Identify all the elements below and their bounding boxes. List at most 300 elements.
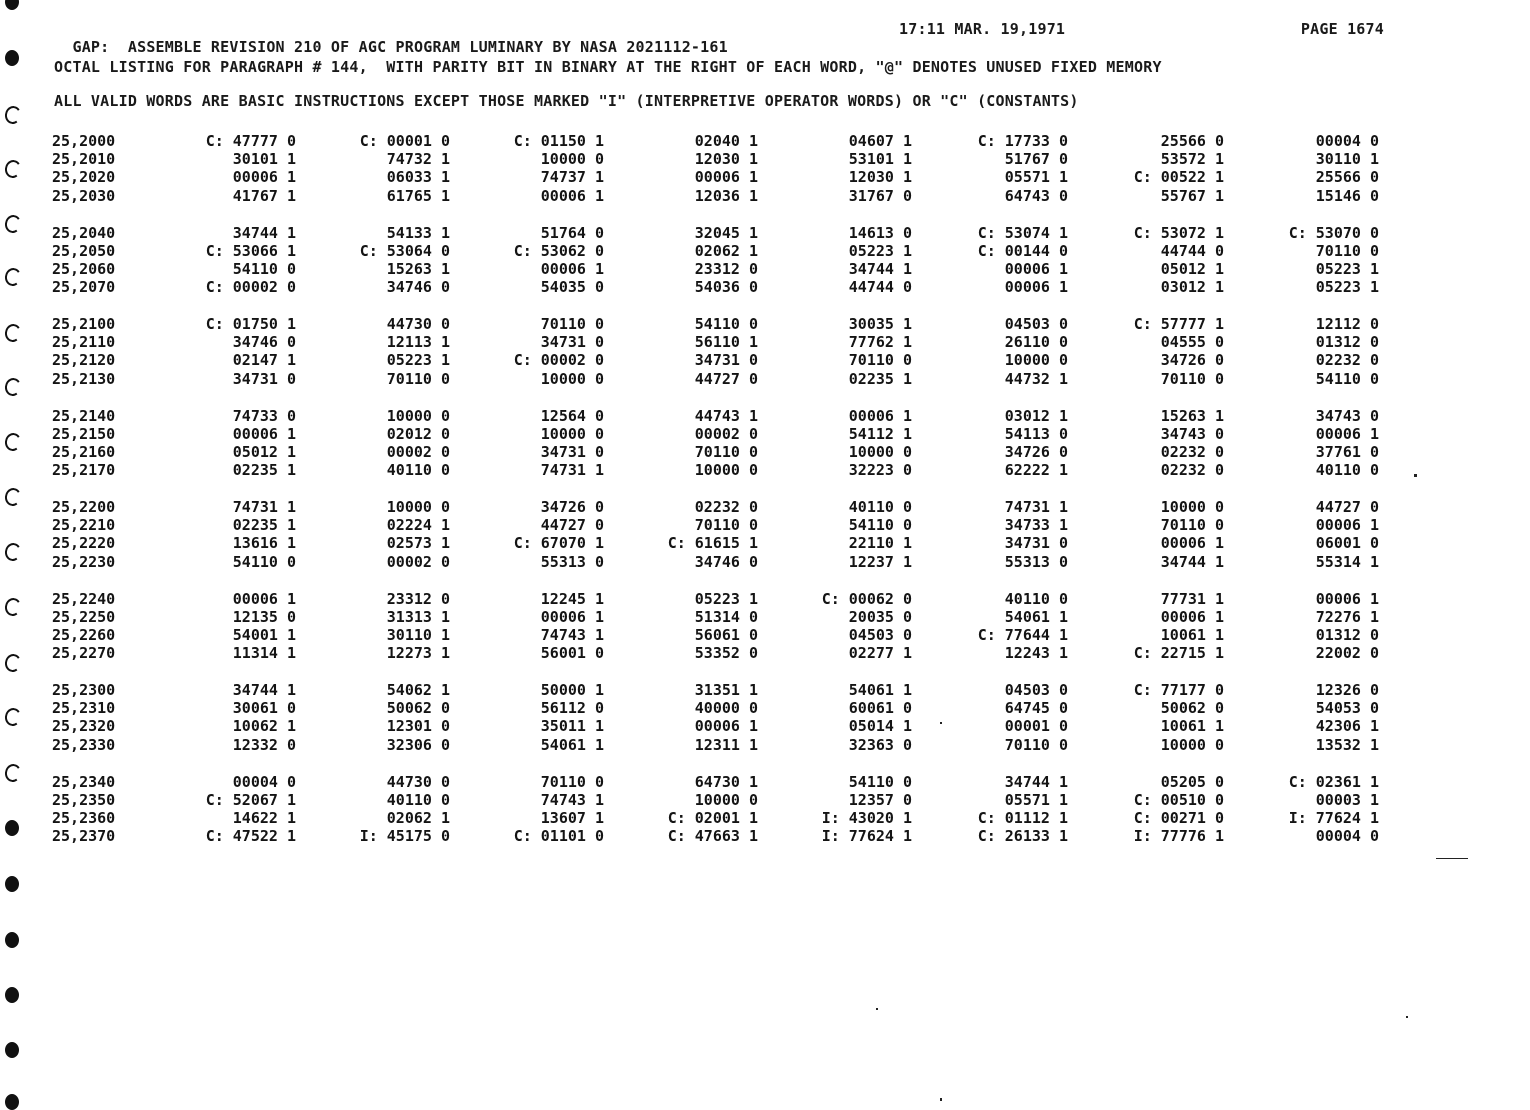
row-address: 25,2030 — [52, 186, 116, 205]
row-address: 25,2350 — [52, 790, 116, 809]
listing-row — [0, 553, 1530, 571]
octal-word: 34731 0 — [694, 351, 758, 370]
octal-word: 74731 1 — [232, 498, 296, 516]
row-address: 25,2130 — [52, 369, 116, 388]
listing-row — [0, 644, 1530, 662]
octal-word: 32363 0 — [848, 735, 912, 754]
octal-word: 02573 1 — [386, 534, 450, 553]
octal-word: 10000 0 — [540, 424, 604, 443]
octal-word: 00006 1 — [232, 168, 296, 187]
octal-word: 77731 1 — [1160, 589, 1224, 608]
octal-word: 00004 0 — [232, 772, 296, 791]
octal-word: 10000 0 — [694, 790, 758, 809]
octal-word: 12311 1 — [694, 735, 758, 754]
octal-word: 00002 0 — [386, 552, 450, 571]
octal-word: 44727 0 — [540, 516, 604, 535]
octal-word: C: 77177 0 — [1133, 681, 1224, 699]
octal-word: 02235 1 — [232, 516, 296, 535]
row-address: 25,2070 — [52, 278, 116, 297]
octal-word: 34731 0 — [232, 369, 296, 388]
row-address: 25,2240 — [52, 589, 116, 608]
octal-word: 12273 1 — [386, 644, 450, 663]
octal-word: 55767 1 — [1160, 186, 1224, 205]
octal-word: 70110 0 — [386, 369, 450, 388]
octal-word: 00002 0 — [386, 442, 450, 461]
octal-word: 64743 0 — [1004, 186, 1068, 205]
octal-word: C: 67070 1 — [513, 534, 604, 553]
row-address: 25,2160 — [52, 442, 116, 461]
octal-word: 54133 1 — [386, 223, 450, 242]
octal-word: 44744 0 — [1160, 241, 1224, 260]
octal-word: 22002 0 — [1315, 644, 1379, 663]
octal-word: 54112 1 — [848, 424, 912, 443]
octal-word: 12357 0 — [848, 790, 912, 809]
octal-word: 31313 1 — [386, 607, 450, 626]
octal-word: 55313 0 — [1004, 552, 1068, 571]
octal-word: C: 53072 1 — [1133, 223, 1224, 242]
octal-word: 34733 1 — [1004, 516, 1068, 535]
octal-word: 50000 1 — [540, 681, 604, 699]
octal-word: I: 77776 1 — [1133, 827, 1224, 846]
octal-word: 13607 1 — [540, 808, 604, 827]
row-address: 25,2060 — [52, 259, 116, 278]
octal-word: 12113 1 — [386, 333, 450, 352]
octal-word: 00006 1 — [1315, 516, 1379, 535]
listing-row — [0, 590, 1530, 608]
octal-word: 00006 1 — [1315, 589, 1379, 608]
row-address: 25,2110 — [52, 333, 116, 352]
octal-word: 34731 0 — [1004, 534, 1068, 553]
row-address: 25,2140 — [52, 406, 116, 425]
octal-word: C: 22715 1 — [1133, 644, 1224, 663]
octal-word: 34726 0 — [1160, 351, 1224, 370]
octal-word: 05014 1 — [848, 717, 912, 736]
octal-word: 60061 0 — [848, 699, 912, 718]
octal-word: 53101 1 — [848, 150, 912, 169]
octal-word: 44730 0 — [386, 772, 450, 791]
listing-row — [0, 224, 1530, 242]
octal-word: I: 45175 0 — [359, 827, 450, 846]
listing-row — [0, 809, 1530, 827]
octal-word: 44727 0 — [1315, 498, 1379, 516]
octal-word: 15146 0 — [1315, 186, 1379, 205]
octal-word: 54110 0 — [848, 516, 912, 535]
octal-word: 02235 1 — [232, 461, 296, 480]
octal-word: 30110 1 — [386, 625, 450, 644]
octal-word: 00006 1 — [848, 406, 912, 425]
octal-word: C: 17733 0 — [977, 132, 1068, 150]
octal-word: 54061 1 — [1004, 607, 1068, 626]
octal-word: 34746 0 — [386, 278, 450, 297]
row-address: 25,2320 — [52, 717, 116, 736]
octal-word: 04607 1 — [848, 132, 912, 150]
listing-row — [0, 443, 1530, 461]
octal-word: 74731 1 — [1004, 498, 1068, 516]
octal-word: 42306 1 — [1315, 717, 1379, 736]
listing-row — [0, 351, 1530, 369]
octal-word: 34746 0 — [694, 552, 758, 571]
octal-word: 03012 1 — [1004, 406, 1068, 425]
octal-word: 00006 1 — [232, 424, 296, 443]
octal-word: 34746 0 — [232, 333, 296, 352]
octal-word: 74737 1 — [540, 168, 604, 187]
octal-word: 04503 0 — [1004, 681, 1068, 699]
octal-word: 02232 0 — [1160, 442, 1224, 461]
octal-word: 56061 0 — [694, 625, 758, 644]
octal-word: 00006 1 — [694, 168, 758, 187]
octal-word: 01312 0 — [1315, 333, 1379, 352]
octal-word: 25566 0 — [1160, 132, 1224, 150]
octal-word: 41767 1 — [232, 186, 296, 205]
row-address: 25,2150 — [52, 424, 116, 443]
octal-word: 74743 1 — [540, 625, 604, 644]
octal-word: 54061 1 — [540, 735, 604, 754]
listing-row — [0, 534, 1530, 552]
octal-word: 74731 1 — [540, 461, 604, 480]
octal-word: 05205 0 — [1160, 772, 1224, 791]
octal-word: 74733 0 — [232, 406, 296, 425]
octal-word: 05223 1 — [386, 351, 450, 370]
octal-word: 10000 0 — [848, 442, 912, 461]
octal-word: 54110 0 — [848, 772, 912, 791]
listing-row — [0, 626, 1530, 644]
octal-word: 51314 0 — [694, 607, 758, 626]
octal-word: 51764 0 — [540, 223, 604, 242]
octal-word: 23312 0 — [694, 259, 758, 278]
octal-word: 54053 0 — [1315, 699, 1379, 718]
octal-word: 54110 0 — [694, 315, 758, 333]
octal-word: C: 52067 1 — [205, 790, 296, 809]
octal-word: 74743 1 — [540, 790, 604, 809]
octal-word: 23312 0 — [386, 589, 450, 608]
octal-word: 02232 0 — [694, 498, 758, 516]
octal-word: 44727 0 — [694, 369, 758, 388]
octal-word: 74732 1 — [386, 150, 450, 169]
header-page-number: PAGE 1674 — [1300, 20, 1384, 38]
octal-word: 70110 0 — [1315, 241, 1379, 260]
octal-word: 05571 1 — [1004, 168, 1068, 187]
octal-word: 30061 0 — [232, 699, 296, 718]
octal-word: 32045 1 — [694, 223, 758, 242]
octal-word: 10061 1 — [1160, 625, 1224, 644]
octal-word: 70110 0 — [540, 315, 604, 333]
octal-word: C: 01750 1 — [205, 315, 296, 333]
octal-word: 54001 1 — [232, 625, 296, 644]
octal-word: 05223 1 — [848, 241, 912, 260]
listing-row — [0, 168, 1530, 186]
octal-word: 55314 1 — [1315, 552, 1379, 571]
header-timestamp: 17:11 MAR. 19,1971 — [899, 20, 1066, 38]
octal-word: 10000 0 — [540, 150, 604, 169]
octal-word: 31351 1 — [694, 681, 758, 699]
octal-word: 02040 1 — [694, 132, 758, 150]
listing-row — [0, 407, 1530, 425]
octal-word: 34743 0 — [1315, 406, 1379, 425]
octal-word: 32306 0 — [386, 735, 450, 754]
row-address: 25,2270 — [52, 644, 116, 663]
listing-row — [0, 681, 1530, 699]
octal-word: 00006 1 — [1160, 607, 1224, 626]
octal-word: 05571 1 — [1004, 790, 1068, 809]
octal-word: 54062 1 — [386, 681, 450, 699]
octal-word: 44744 0 — [848, 278, 912, 297]
octal-word: 12326 0 — [1315, 681, 1379, 699]
octal-word: 34744 1 — [848, 259, 912, 278]
octal-word: C: 61615 1 — [667, 534, 758, 553]
octal-word: 04555 0 — [1160, 333, 1224, 352]
octal-word: C: 77644 1 — [977, 625, 1068, 644]
octal-word: 72276 1 — [1315, 607, 1379, 626]
octal-word: 15263 1 — [1160, 406, 1224, 425]
octal-word: 02062 1 — [694, 241, 758, 260]
octal-word: 50062 0 — [1160, 699, 1224, 718]
octal-word: 05012 1 — [232, 442, 296, 461]
row-address: 25,2220 — [52, 534, 116, 553]
octal-word: 70110 0 — [1160, 369, 1224, 388]
row-address: 25,2120 — [52, 351, 116, 370]
listing-row — [0, 333, 1530, 351]
octal-word: 15263 1 — [386, 259, 450, 278]
octal-word: 54110 0 — [232, 259, 296, 278]
octal-word: 14613 0 — [848, 223, 912, 242]
octal-word: 70110 0 — [848, 351, 912, 370]
octal-word: 12135 0 — [232, 607, 296, 626]
octal-word: C: 02001 1 — [667, 808, 758, 827]
listing-row — [0, 315, 1530, 333]
octal-word: 00006 1 — [1004, 278, 1068, 297]
listing-row — [0, 150, 1530, 168]
octal-word: 35011 1 — [540, 717, 604, 736]
octal-word: 40110 0 — [386, 790, 450, 809]
octal-word: 40110 0 — [1315, 461, 1379, 480]
octal-word: 50062 0 — [386, 699, 450, 718]
header-line-2: OCTAL LISTING FOR PARAGRAPH # 144, WITH PARITY BIT IN BINARY AT THE RIGHT OF EACH WORD, "@" DENOTES UNUSED FIXED MEMORY — [54, 58, 1162, 76]
listing-row — [0, 461, 1530, 479]
listing-row — [0, 187, 1530, 205]
octal-word: 02232 0 — [1315, 351, 1379, 370]
row-address: 25,2370 — [52, 827, 116, 846]
row-address: 25,2170 — [52, 461, 116, 480]
octal-word: 02235 1 — [848, 369, 912, 388]
header-line-3: ALL VALID WORDS ARE BASIC INSTRUCTIONS EXCEPT THOSE MARKED "I" (INTERPRETIVE OPERATOR WORDS) OR "C" (CONSTANTS) — [54, 92, 1079, 110]
octal-word: 44732 1 — [1004, 369, 1068, 388]
octal-word: C: 53064 0 — [359, 241, 450, 260]
octal-word: 10061 1 — [1160, 717, 1224, 736]
octal-word: 34744 1 — [232, 681, 296, 699]
octal-word: I: 43020 1 — [821, 808, 912, 827]
octal-word: 00006 1 — [540, 259, 604, 278]
octal-word: 10000 0 — [540, 369, 604, 388]
octal-word: 12243 1 — [1004, 644, 1068, 663]
octal-word: 00004 0 — [1315, 132, 1379, 150]
octal-word: 53572 1 — [1160, 150, 1224, 169]
octal-word: C: 47777 0 — [205, 132, 296, 150]
octal-word: 10000 0 — [1004, 351, 1068, 370]
listing-row — [0, 699, 1530, 717]
octal-word: 02224 1 — [386, 516, 450, 535]
octal-word: 22110 1 — [848, 534, 912, 553]
octal-word: 02147 1 — [232, 351, 296, 370]
octal-word: 70110 0 — [1160, 516, 1224, 535]
row-address: 25,2210 — [52, 516, 116, 535]
octal-word: 70110 0 — [1004, 735, 1068, 754]
octal-word: 05223 1 — [694, 589, 758, 608]
octal-word: 13532 1 — [1315, 735, 1379, 754]
octal-word: 51767 0 — [1004, 150, 1068, 169]
octal-word: 54061 1 — [848, 681, 912, 699]
octal-word: 00006 1 — [232, 589, 296, 608]
octal-word: 54035 0 — [540, 278, 604, 297]
octal-word: C: 00510 0 — [1133, 790, 1224, 809]
octal-word: 77762 1 — [848, 333, 912, 352]
octal-word: 12245 1 — [540, 589, 604, 608]
octal-word: 00006 1 — [1004, 259, 1068, 278]
octal-word: 02277 1 — [848, 644, 912, 663]
octal-word: 54110 0 — [232, 552, 296, 571]
octal-word: 10000 0 — [694, 461, 758, 480]
octal-word: 12237 1 — [848, 552, 912, 571]
octal-word: 02232 0 — [1160, 461, 1224, 480]
octal-word: 10000 0 — [386, 406, 450, 425]
octal-word: 12030 1 — [694, 150, 758, 169]
row-address: 25,2000 — [52, 132, 116, 150]
octal-word: C: 00001 0 — [359, 132, 450, 150]
octal-word: 06001 0 — [1315, 534, 1379, 553]
octal-word: C: 53070 0 — [1288, 223, 1379, 242]
octal-word: 32223 0 — [848, 461, 912, 480]
octal-word: 12036 1 — [694, 186, 758, 205]
octal-word: C: 53074 1 — [977, 223, 1068, 242]
octal-word: 44730 0 — [386, 315, 450, 333]
octal-word: 34731 0 — [540, 333, 604, 352]
octal-word: 56112 0 — [540, 699, 604, 718]
octal-word: 54036 0 — [694, 278, 758, 297]
octal-word: 34726 0 — [1004, 442, 1068, 461]
octal-word: I: 77624 1 — [821, 827, 912, 846]
octal-word: 12564 0 — [540, 406, 604, 425]
octal-word: 70110 0 — [694, 442, 758, 461]
octal-word: 12332 0 — [232, 735, 296, 754]
octal-word: C: 01112 1 — [977, 808, 1068, 827]
octal-word: 13616 1 — [232, 534, 296, 553]
octal-word: 00006 1 — [540, 186, 604, 205]
octal-word: 05223 1 — [1315, 259, 1379, 278]
octal-word: 12112 0 — [1315, 315, 1379, 333]
octal-word: 02062 1 — [386, 808, 450, 827]
octal-word: 11314 1 — [232, 644, 296, 663]
octal-word: C: 01101 0 — [513, 827, 604, 846]
octal-word: C: 53066 1 — [205, 241, 296, 260]
octal-word: 10062 1 — [232, 717, 296, 736]
octal-word: C: 57777 1 — [1133, 315, 1224, 333]
header-title: GAP: ASSEMBLE REVISION 210 OF AGC PROGRAM LUMINARY BY NASA 2021112-161 — [72, 38, 728, 56]
octal-word: 54113 0 — [1004, 424, 1068, 443]
listing-row — [0, 827, 1530, 845]
octal-word: 40110 0 — [1004, 589, 1068, 608]
octal-word: 06033 1 — [386, 168, 450, 187]
octal-word: 34744 1 — [1160, 552, 1224, 571]
octal-word: 64730 1 — [694, 772, 758, 791]
octal-word: 40110 0 — [848, 498, 912, 516]
octal-word: 70110 0 — [694, 516, 758, 535]
octal-word: 00006 1 — [540, 607, 604, 626]
octal-word: 40110 0 — [386, 461, 450, 480]
row-address: 25,2200 — [52, 498, 116, 516]
octal-word: 00003 1 — [1315, 790, 1379, 809]
listing-row — [0, 425, 1530, 443]
octal-word: 10000 0 — [1160, 735, 1224, 754]
octal-word: 03012 1 — [1160, 278, 1224, 297]
row-address: 25,2360 — [52, 808, 116, 827]
octal-word: 34726 0 — [540, 498, 604, 516]
octal-word: 40000 0 — [694, 699, 758, 718]
octal-word: 34743 0 — [1160, 424, 1224, 443]
listing-row — [0, 132, 1530, 150]
octal-word: 26110 0 — [1004, 333, 1068, 352]
octal-word: 44743 1 — [694, 406, 758, 425]
listing-row — [0, 516, 1530, 534]
octal-word: 14622 1 — [232, 808, 296, 827]
octal-word: 10000 0 — [1160, 498, 1224, 516]
octal-word: 00004 0 — [1315, 827, 1379, 846]
octal-word: 10000 0 — [386, 498, 450, 516]
octal-word: 70110 0 — [540, 772, 604, 791]
octal-word: 00006 1 — [1160, 534, 1224, 553]
octal-word: 61765 1 — [386, 186, 450, 205]
listing-row — [0, 242, 1530, 260]
listing-row — [0, 370, 1530, 388]
row-address: 25,2020 — [52, 168, 116, 187]
octal-word: 20035 0 — [848, 607, 912, 626]
octal-word: 00006 1 — [694, 717, 758, 736]
octal-word: 12030 1 — [848, 168, 912, 187]
row-address: 25,2040 — [52, 223, 116, 242]
octal-word: C: 00002 0 — [513, 351, 604, 370]
octal-word: I: 77624 1 — [1288, 808, 1379, 827]
listing-row — [0, 773, 1530, 791]
octal-word: C: 00062 0 — [821, 589, 912, 608]
octal-word: C: 00522 1 — [1133, 168, 1224, 187]
row-address: 25,2340 — [52, 772, 116, 791]
octal-word: C: 02361 1 — [1288, 772, 1379, 791]
octal-word: C: 00144 0 — [977, 241, 1068, 260]
row-address: 25,2330 — [52, 735, 116, 754]
row-address: 25,2250 — [52, 607, 116, 626]
octal-word: 02012 0 — [386, 424, 450, 443]
octal-word: C: 01150 1 — [513, 132, 604, 150]
octal-word: 00002 0 — [694, 424, 758, 443]
octal-word: 25566 0 — [1315, 168, 1379, 187]
octal-word: 05223 1 — [1315, 278, 1379, 297]
listing-row — [0, 278, 1530, 296]
row-address: 25,2050 — [52, 241, 116, 260]
octal-word: 30110 1 — [1315, 150, 1379, 169]
row-address: 25,2260 — [52, 625, 116, 644]
octal-word: C: 26133 1 — [977, 827, 1068, 846]
octal-word: C: 00271 0 — [1133, 808, 1224, 827]
listing-row — [0, 736, 1530, 754]
row-address: 25,2010 — [52, 150, 116, 169]
listing-row — [0, 608, 1530, 626]
octal-word: 30101 1 — [232, 150, 296, 169]
octal-word: C: 47522 1 — [205, 827, 296, 846]
octal-word: 55313 0 — [540, 552, 604, 571]
octal-word: C: 47663 1 — [667, 827, 758, 846]
octal-word: C: 53062 0 — [513, 241, 604, 260]
listing-row — [0, 791, 1530, 809]
octal-word: 34744 1 — [232, 223, 296, 242]
listing-row — [0, 717, 1530, 735]
